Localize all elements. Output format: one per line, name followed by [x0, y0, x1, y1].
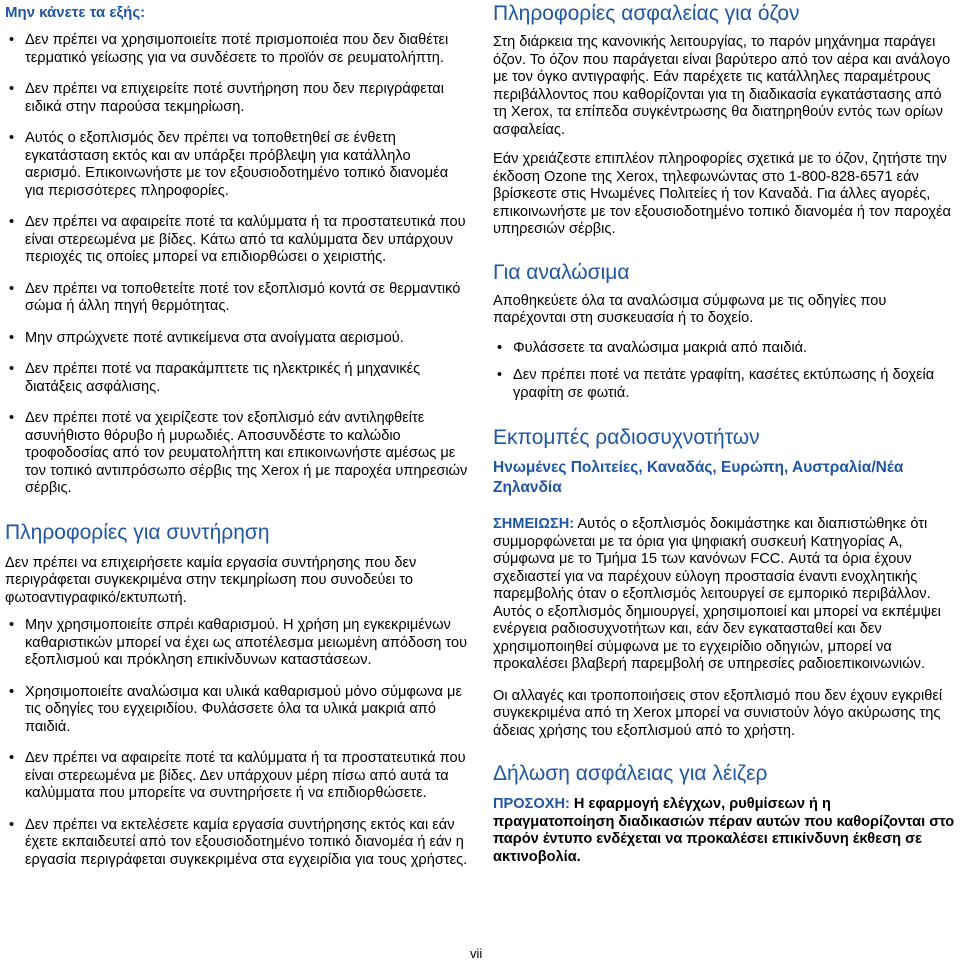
rf-subheading: Ηνωμένες Πολιτείες, Καναδάς, Ευρώπη, Αυστραλία/Νέα Ζηλανδία [493, 459, 904, 496]
list-item: • Δεν πρέπει να αφαιρείτε ποτέ τα καλύμματα ή τα προστατευτικά που είναι στερεωμένα με βίδες. Δεν υπάρχουν μέρη πίσω από αυτά τα καλύμματα που μπορείτε να συντηρήσετε ή να επιδιορθώσετε. [5, 750, 470, 803]
caution-label: ΠΡΟΣΟΧΗ: [493, 796, 570, 812]
list-item: • Δεν πρέπει να τοποθετείτε ποτέ τον εξοπλισμό κοντά σε θερμαντικό σώμα ή άλλη πηγή θερμότητας. [5, 281, 470, 316]
list-item: • Μην σπρώχνετε ποτέ αντικείμενα στα ανοίγματα αερισμού. [5, 330, 470, 348]
rf-note [493, 516, 955, 674]
consumables-heading: Για αναλώσιμα [493, 260, 630, 284]
maintenance-intro: Δεν πρέπει να επιχειρήσετε καμία εργασία συντήρησης που δεν περιγράφεται συγκεκριμένα στην τεκμηρίωση που συνοδεύει το φωτοαντιγραφικό/εκτυπωτή. [5, 554, 417, 606]
ozone-paragraph-2: Εάν χρειάζεστε επιπλέον πληροφορίες σχετικά με το όζον, ζητήστε την έκδοση Ozone της Xerox, τηλεφωνώντας στο 1-800-828-6571 εάν βρίσκεστε στις Ηνωμένες Πολιτείες ή τον Καναδά. Για άλλες αγορές, επικοινωνήστε με τον εξουσιοδοτημένο τοπικό διανομέα ή τον παροχέα υπηρεσιών σέρβις. [493, 151, 951, 237]
dont-list [5, 32, 470, 498]
list-item: • Δεν πρέπει ποτέ να χειρίζεστε τον εξοπλισμό εάν αντιληφθείτε ασυνήθιστο θόρυβο ή μυρωδιές. Αποσυνδέστε το καλώδιο τροφοδοσίας από τον ρευματολήπτη και επικοινωνήστε αμέσως με τον τοπικό αντιπρόσωπο σέρβις της Xerox ή με παροχέα υπηρεσιών σέρβις. [5, 410, 470, 498]
list-item: • Δεν πρέπει ποτέ να παρακάμπτετε τις ηλεκτρικές ή μηχανικές διατάξεις ασφάλισης. [5, 361, 470, 396]
list-item: • Δεν πρέπει να αφαιρείτε ποτέ τα καλύμματα ή τα προστατευτικά που είναι στερεωμένα με βίδες. Κάτω από τα καλύμματα δεν υπάρχουν περιοχές τις οποίες μπορεί να επιδιορθώσει ο χειριστής. [5, 214, 470, 267]
rf-heading: Εκπομπές ραδιοσυχνοτήτων [493, 426, 760, 449]
list-item: • Φυλάσσετε τα αναλώσιμα μακριά από παιδιά. [493, 340, 955, 358]
consumables-list [493, 340, 955, 403]
ozone-paragraph-1: Στη διάρκεια της κανονικής λειτουργίας, το παρόν μηχάνημα παράγει όζον. Το όζον που παράγεται είναι βαρύτερο από τον αέρα και ανάλογο με τον όγκο αντιγραφής. Εάν παρέχετε τις κατάλληλες παραμέτρους περιβάλλοντος που καθορίζονται για τη διαδικασία εγκατάστασης από τη Xerox, τα επίπεδα συγκέντρωσης θα διατηρηθούν εντός των ορίων ασφαλείας. [493, 34, 951, 138]
dont-heading: Μην κάνετε τα εξής: [5, 4, 146, 21]
laser-heading: Δήλωση ασφάλειας για λέιζερ [493, 762, 768, 785]
list-item: • Μην χρησιμοποιείτε σπρέι καθαρισμού. Η χρήση μη εγκεκριμένων καθαριστικών μπορεί να έχει ως αποτέλεσμα μειωμένη απόδοση του εξοπλισμού και πρόκληση επικίνδυνων καταστάσεων. [5, 617, 470, 670]
laser-caution [493, 796, 955, 866]
maintenance-list [5, 617, 470, 869]
list-item: • Δεν πρέπει να επιχειρείτε ποτέ συντήρηση που δεν περιγράφεται ειδικά στην παρούσα τεκμηρίωση. [5, 81, 470, 116]
note-label: ΣΗΜΕΙΩΣΗ: [493, 516, 575, 532]
page-number: vii [470, 946, 483, 961]
list-item: • Αυτός ο εξοπλισμός δεν πρέπει να τοποθετηθεί σε ένθετη εγκατάσταση εκτός και αν υπάρξει πρόβλεψη για κατάλληλο αερισμό. Επικοινωνήστε με τον εξουσιοδοτημένο τοπικό διανομέα για περισσότερες πληροφορίες. [5, 130, 470, 200]
left-column [5, 0, 470, 869]
list-item: • Δεν πρέπει να χρησιμοποιείτε ποτέ πρισμοποιέα που δεν διαθέτει τερματικό γείωσης για να συνδέσετε το προϊόν σε ρευματολήπτη. [5, 32, 470, 67]
consumables-intro: Αποθηκεύετε όλα τα αναλώσιμα σύμφωνα με τις οδηγίες που παρέχονται στη συσκευασία ή το δοχείο. [493, 292, 887, 326]
maintenance-heading: Πληροφορίες για συντήρηση [5, 520, 270, 544]
list-item: • Δεν πρέπει να εκτελέσετε καμία εργασία συντήρησης εκτός και εάν έχετε εκπαιδευτεί από τον εξουσιοδοτημένο τοπικό διανομέα ή εάν η εργασία περιγράφεται συγκεκριμένα στα εγχειρίδια για τους χρήστες. [5, 817, 470, 870]
note-text: Αυτός ο εξοπλισμός δοκιμάστηκε και διαπιστώθηκε ότι συμμορφώνεται με τα όρια για ψηφιακή συσκευή Κατηγορίας A, σύμφωνα με το Τμήμα 15 των κανόνων FCC. Αυτά τα όρια έχουν σχεδιαστεί για να παρέχουν εύλογη προστασία έναντι ενοχλητικής παρεμβολής όταν ο εξοπλισμός λειτουργεί σε εμπορικό περιβάλλον. Αυτός ο εξοπλισμός δημιουργεί, χρησιμοποιεί και μπορεί να εκπέμψει ενέργεια ραδιοσυχνοτήτων και, εάν δεν εγκατασταθεί και δεν χρησιμοποιηθεί σύμφωνα με το εγχειρίδιο οδηγιών, μπορεί να προκαλέσει βλαβερή παρεμβολή σε υπηρεσίες ραδιοεπικοινωνιών. [493, 516, 941, 672]
list-item: • Δεν πρέπει ποτέ να πετάτε γραφίτη, κασέτες εκτύπωσης ή δοχεία γραφίτη σε φωτιά. [493, 367, 955, 402]
caution-text: Η εφαρμογή ελέγχων, ρυθμίσεων ή η πραγματοποίηση διαδικασιών πέραν αυτών που καθορίζονται στο παρόν έντυπο ενδέχεται να προκαλέσει επικίνδυνη έκθεση σε ακτινοβολία. [493, 796, 955, 865]
right-column [493, 0, 955, 866]
ozone-heading: Πληροφορίες ασφαλείας για όζον [493, 2, 800, 25]
list-item: • Χρησιμοποιείτε αναλώσιμα και υλικά καθαρισμού μόνο σύμφωνα με τις οδηγίες του εγχειριδίου. Φυλάσσετε όλα τα υλικά μακριά από παιδιά. [5, 684, 470, 737]
rf-paragraph-2: Οι αλλαγές και τροποποιήσεις στον εξοπλισμό που δεν έχουν εγκριθεί συγκεκριμένα από τη Xerox μπορεί να συνιστούν λόγο ακύρωσης της άδειας χρήσης του εξοπλισμού από το χρήστη. [493, 687, 943, 739]
